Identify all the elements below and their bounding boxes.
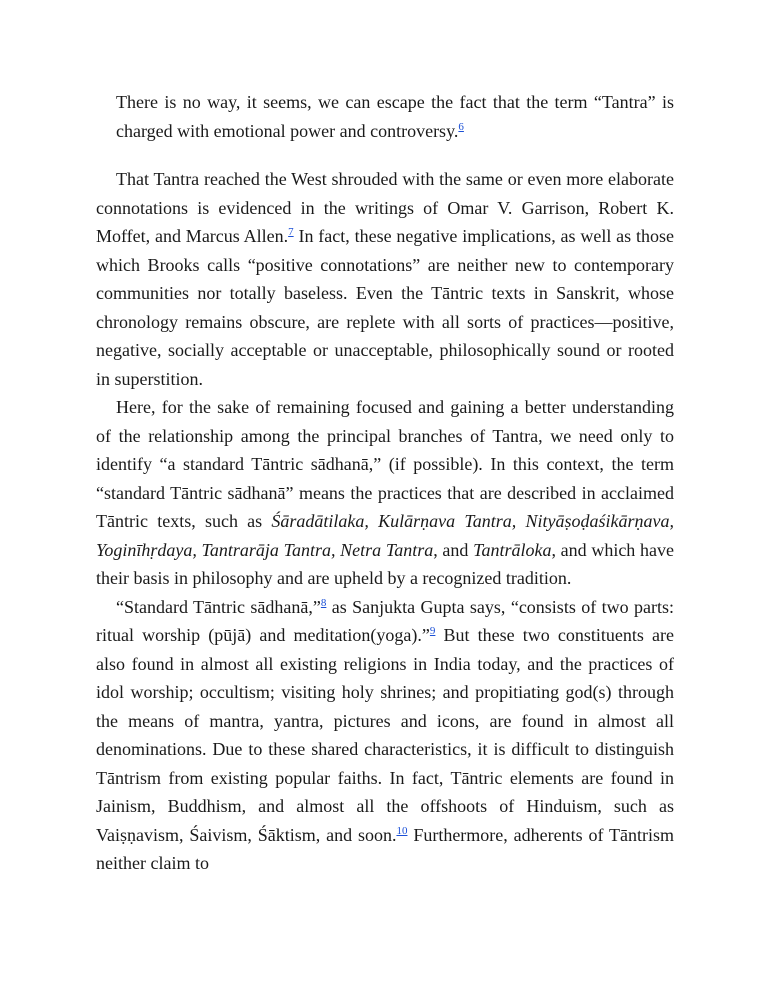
paragraph-2 — [96, 393, 674, 593]
paragraph-3-text-d: Furthermore, adherents of Tāntrism neither claim to — [96, 824, 674, 873]
paragraph-3-text-c: But these two constituents are also found in almost all existing religions in India today, and the practices of idol worship; occultism; visiting holy shrines; and propitiating god(s) through the means of mantra, yantra, pictures and icons, are found in almost all denominations. Due to these shared characteristics, it is difficult to distinguish Tāntrism from existing popular faiths. In fact, Tāntric elements are found in Jainism, Buddhism, and almost all the offshoots of Hinduism, such as Vaiṣṇavism, Śaivism, Śāktism, and soon. — [96, 625, 674, 845]
page-body — [96, 88, 674, 878]
paragraph-2-text-a: Here, for the sake of remaining focused and gaining a better understanding of the relationship among the principal branches of Tantra, we need only to identify “a standard Tāntric sādhanā,” (if possible). In this context, the term “standard Tāntric sādhanā” means the practices that are described in acclaimed Tāntric texts, such as — [96, 397, 674, 531]
footnote-link-10[interactable]: 10 — [396, 824, 408, 837]
footnote-link-6[interactable]: 6 — [458, 120, 464, 133]
footnote-link-7[interactable]: 7 — [288, 226, 294, 238]
footnote-link-9[interactable]: 9 — [429, 625, 436, 637]
paragraph-2-text-b: , and — [433, 539, 474, 560]
paragraph-1 — [96, 165, 674, 393]
block-quote — [116, 88, 674, 145]
paragraph-3-text-a: “Standard Tāntric sādhanā,” — [116, 596, 321, 617]
text-title-tantraloka: Tantrāloka — [473, 539, 552, 560]
paragraph-1-text-a: That Tantra reached the West shrouded with the same or even more elaborate connotations is evidenced in the writings of Omar V. Garrison, Robert K. Moffet, and Marcus Allen. — [96, 169, 674, 246]
paragraph-2-text-c: , and which have their basis in philosophy and are upheld by a recognized tradition. — [96, 539, 674, 588]
text-titles-list: Śāradātilaka, Kulārṇava Tantra, Nityāṣoḍaśikārṇava, Yoginīhṛdaya, Tantrarāja Tantra, Netra Tantra — [96, 511, 674, 560]
paragraph-1-text-b: In fact, these negative implications, as well as those which Brooks calls “positive connotations” are neither new to contemporary communities nor totally baseless. Even the Tāntric texts in Sanskrit, whose chronology remains obscure, are replete with all sorts of practices—positive, negative, socially acceptable or unacceptable, philosophically sound or rooted in superstition. — [96, 226, 674, 389]
quote-text: There is no way, it seems, we can escape the fact that the term “Tantra” is charged with emotional power and controversy. — [116, 92, 674, 141]
paragraph-3-text-b: as Sanjukta Gupta says, “consists of two parts: ritual worship (pūjā) and meditation(yoga).” — [96, 596, 674, 645]
paragraph-3 — [96, 593, 674, 878]
footnote-link-8[interactable]: 8 — [320, 596, 327, 609]
